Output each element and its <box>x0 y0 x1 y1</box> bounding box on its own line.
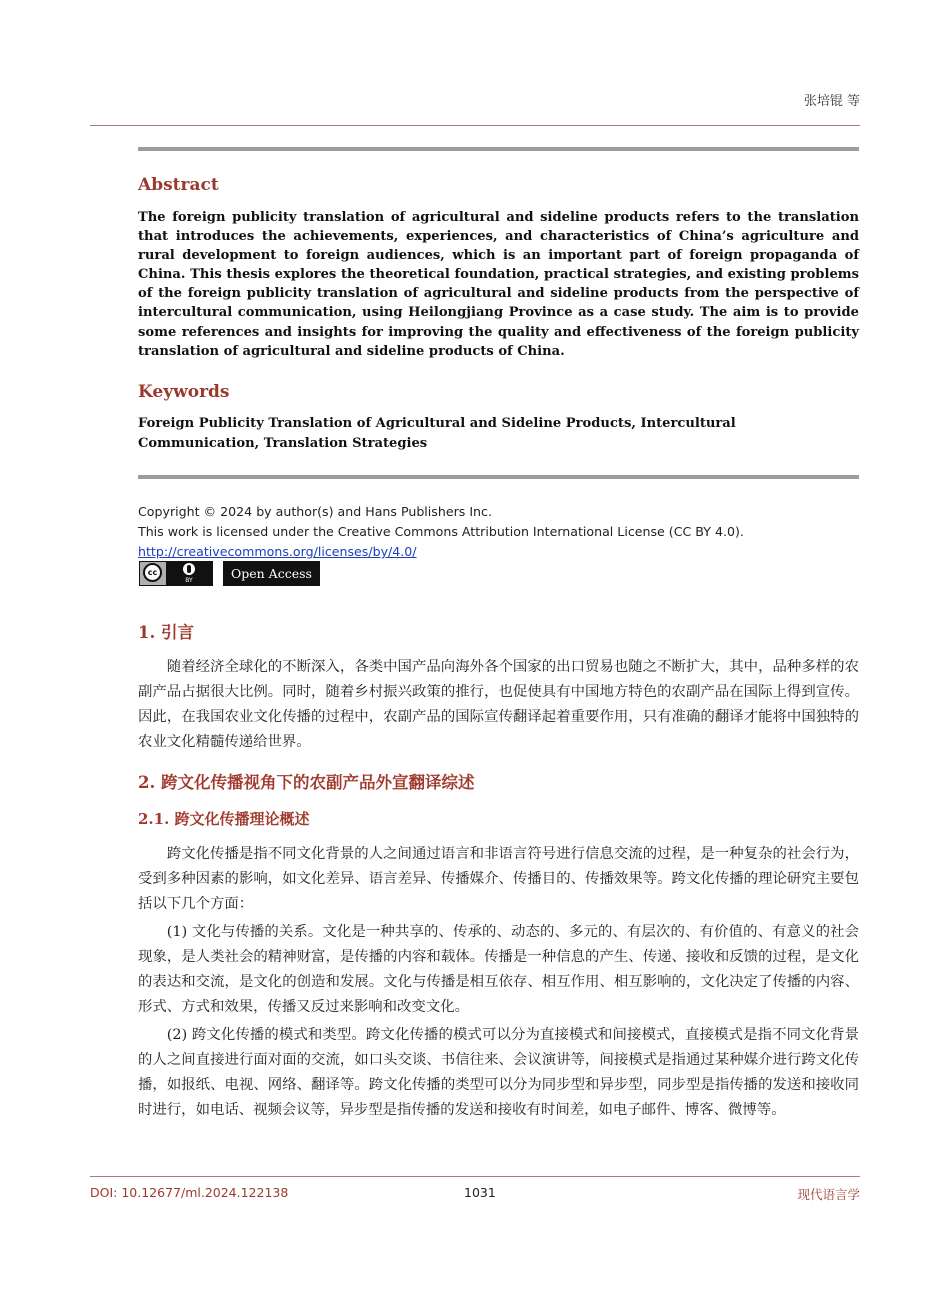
keywords-text: Foreign Publicity Translation of Agricultural and Sideline Products, Intercultural Communication, Translation Strategies <box>138 416 736 451</box>
abstract-heading: Abstract <box>138 175 219 195</box>
license-badges <box>139 561 320 586</box>
keywords-heading: Keywords <box>138 382 230 402</box>
section-2-1-paragraph-3: (2) 跨文化传播的模式和类型。跨文化传播的模式可以分为直接模式和间接模式，直接模式是指不同文化背景的人之间直接进行面对面的交流，如口头交谈、书信往来、会议演讲等，间接模式是指通过某种媒介进行跨文化传播，如报纸、电视、网络、翻译等。跨文化传播的类型可以分为同步型和异步型，同步型是指传播的发送和接收同时进行，如电话、视频会议等，异步型是指传播的发送和接收有时间差，如电子邮件、博客、微博等。 <box>138 1027 859 1118</box>
page-footer <box>90 1176 860 1207</box>
cc-icon: cc <box>143 563 162 582</box>
by-label: BY <box>185 577 193 584</box>
section-1-paragraph: 随着经济全球化的不断深入，各类中国产品向海外各个国家的出口贸易也随之不断扩大，其中，品种多样的农副产品占据很大比例。同时，随着乡村振兴政策的推行，也促使具有中国地方特色的农副产品在国际上得到宣传。因此，在我国农业文化传播的过程中，农副产品的国际宣传翻译起着重要作用，只有准确的翻译才能将中国独特的农业文化精髓传递给世界。 <box>138 659 859 750</box>
attribution-person-icon <box>183 563 195 575</box>
open-access-badge[interactable]: Open Access <box>223 561 320 586</box>
section-2-1-paragraph-2: (1) 文化与传播的关系。文化是一种共享的、传承的、动态的、多元的、有层次的、有价值的、有意义的社会现象，是人类社会的精神财富，是传播的内容和载体。传播是一种信息的产生、传递、接收和反馈的过程，是文化的表达和交流，是文化的创造和发展。文化与传播是相互依存、相互作用、相互影响的，文化决定了传播的内容、形式、方式和效果，传播又反过来影响和改变文化。 <box>138 924 859 1015</box>
copyright-line: Copyright © 2024 by author(s) and Hans Publishers Inc. <box>138 504 492 519</box>
section-1-title: 1. 引言 <box>138 623 194 642</box>
doi[interactable]: DOI: 10.12677/ml.2024.122138 <box>90 1185 289 1200</box>
page-header <box>90 88 860 126</box>
by-icon <box>166 562 212 585</box>
abstract-top-rule <box>138 147 859 151</box>
abstract-bottom-rule <box>138 475 859 479</box>
license-line: This work is licensed under the Creative Commons Attribution International License (CC BY 4.0). <box>138 524 744 539</box>
section-2-1-title: 2.1. 跨文化传播理论概述 <box>138 810 310 828</box>
license-link[interactable]: http://creativecommons.org/licenses/by/4.0/ <box>138 544 417 559</box>
section-2-1-paragraph-1: 跨文化传播是指不同文化背景的人之间通过语言和非语言符号进行信息交流的过程，是一种复杂的社会行为，受到多种因素的影响，如文化差异、语言差异、传播媒介、传播目的、传播效果等。跨文化传播的理论研究主要包括以下几个方面： <box>138 846 859 912</box>
copyright-block <box>138 502 744 562</box>
abstract-text: The foreign publicity translation of agricultural and sideline products refers to the translation that introduces the achievements, experiences, and characteristics of China’s agriculture and rural development to foreign audiences, which is an important part of foreign propaganda of China. This thesis explores the theoretical foundation, practical strategies, and existing problems of the foreign publicity translation of agricultural and sideline products from the perspective of intercultural communication, using Heilongjiang Province as a case study. The aim is to provide some references and insights for improving the quality and effectiveness of the foreign publicity translation of agricultural and sideline products of China. <box>138 210 859 359</box>
header-author: 张培锟 等 <box>803 94 860 109</box>
section-2-title: 2. 跨文化传播视角下的农副产品外宣翻译综述 <box>138 773 475 792</box>
cc-by-badge[interactable] <box>139 561 213 586</box>
page-number: 1031 <box>464 1185 496 1200</box>
journal-name: 现代语言学 <box>797 1187 860 1202</box>
